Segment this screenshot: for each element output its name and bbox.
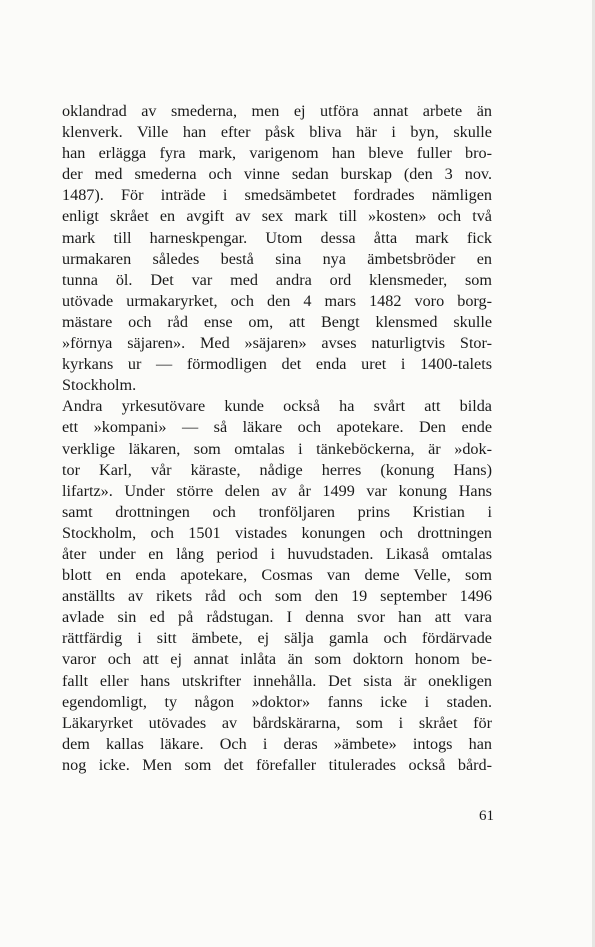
text-line-21: Stockholm, och 1501 vistades konungen och drottningen: [62, 523, 492, 542]
text-line-12: »förnya säjaren». Med »säjaren» avses naturligtvis Stor-: [62, 334, 492, 353]
text-line-23: blott en enda apotekare, Cosmas van deme Velle, som: [62, 566, 492, 585]
text-line-19: lifartz». Under större delen av år 1499 var konung Hans: [62, 481, 492, 500]
text-line-31: dem kallas läkare. Och i deras »ämbete» intogs han: [62, 734, 492, 753]
text-line-14: Stockholm.: [62, 376, 137, 395]
text-line-3: han erlägga fyra mark, varigenom han bleve fuller bro-: [62, 144, 492, 163]
text-line-4: der med smederna och vinne sedan burskap (den 3 nov.: [62, 165, 492, 184]
text-line-22: åter under en lång period i huvudstaden. Likaså omtalas: [62, 544, 492, 563]
text-line-20: samt drottningen och tronföljaren prins Kristian i: [62, 502, 492, 521]
text-line-32: nog icke. Men som det förefaller titulerades också bård-: [62, 755, 492, 774]
text-line-16: ett »kompani» — så läkare och apotekare. Den ende: [62, 418, 492, 437]
text-line-1: oklandrad av smederna, men ej utföra annat arbete än: [62, 102, 492, 120]
paragraph-2-line-1: Andra yrkesutövare kunde också ha svårt att bilda: [62, 397, 492, 416]
text-line-13: kyrkans ur — förmodligen det enda uret i 1400-talets: [62, 355, 492, 374]
text-line-17: verklige läkaren, som omtalas i tänkeböckerna, är »dok-: [62, 439, 492, 458]
text-line-24: anställts av rikets råd och som den 19 september 1496: [62, 587, 492, 606]
body-text: [62, 101, 492, 776]
text-line-9: tunna öl. Det var med andra ord klensmeder, som: [62, 270, 492, 289]
text-line-18: tor Karl, vår käraste, nådige herres (konung Hans): [62, 460, 492, 479]
text-line-2: klenverk. Ville han efter påsk bliva här i byn, skulle: [62, 123, 492, 142]
text-line-11: mästare och råd ense om, att Bengt klensmed skulle: [62, 312, 492, 331]
text-line-8: urmakaren således bestå sina nya ämbetsbröder en: [62, 249, 492, 268]
text-line-30: Läkaryrket utövades av bårdskärarna, som i skrået för: [62, 713, 492, 732]
text-line-25: avlade sin ed på rådstugan. I denna svor han att vara: [62, 608, 492, 627]
text-line-10: utövade urmakaryrket, och den 4 mars 1482 voro borg-: [62, 291, 492, 310]
text-line-7: mark till harneskpengar. Utom dessa åtta mark fick: [62, 228, 492, 247]
text-line-29: egendomligt, ty någon »doktor» fanns icke i staden.: [62, 692, 492, 711]
text-line-27: varor och att ej annat inlåta än som doktorn honom be-: [62, 650, 492, 669]
text-line-5: 1487). För inträde i smedsämbetet fordrades nämligen: [62, 186, 492, 205]
page-number: 61: [479, 808, 494, 824]
text-line-6: enligt skrået en avgift av sex mark till »kosten» och två: [62, 207, 492, 226]
text-line-28: fallt eller hans utskrifter innehålla. Det sista är onekligen: [62, 671, 492, 690]
text-line-26: rättfärdig i sitt ämbete, ej sälja gamla och fördärvade: [62, 629, 492, 648]
